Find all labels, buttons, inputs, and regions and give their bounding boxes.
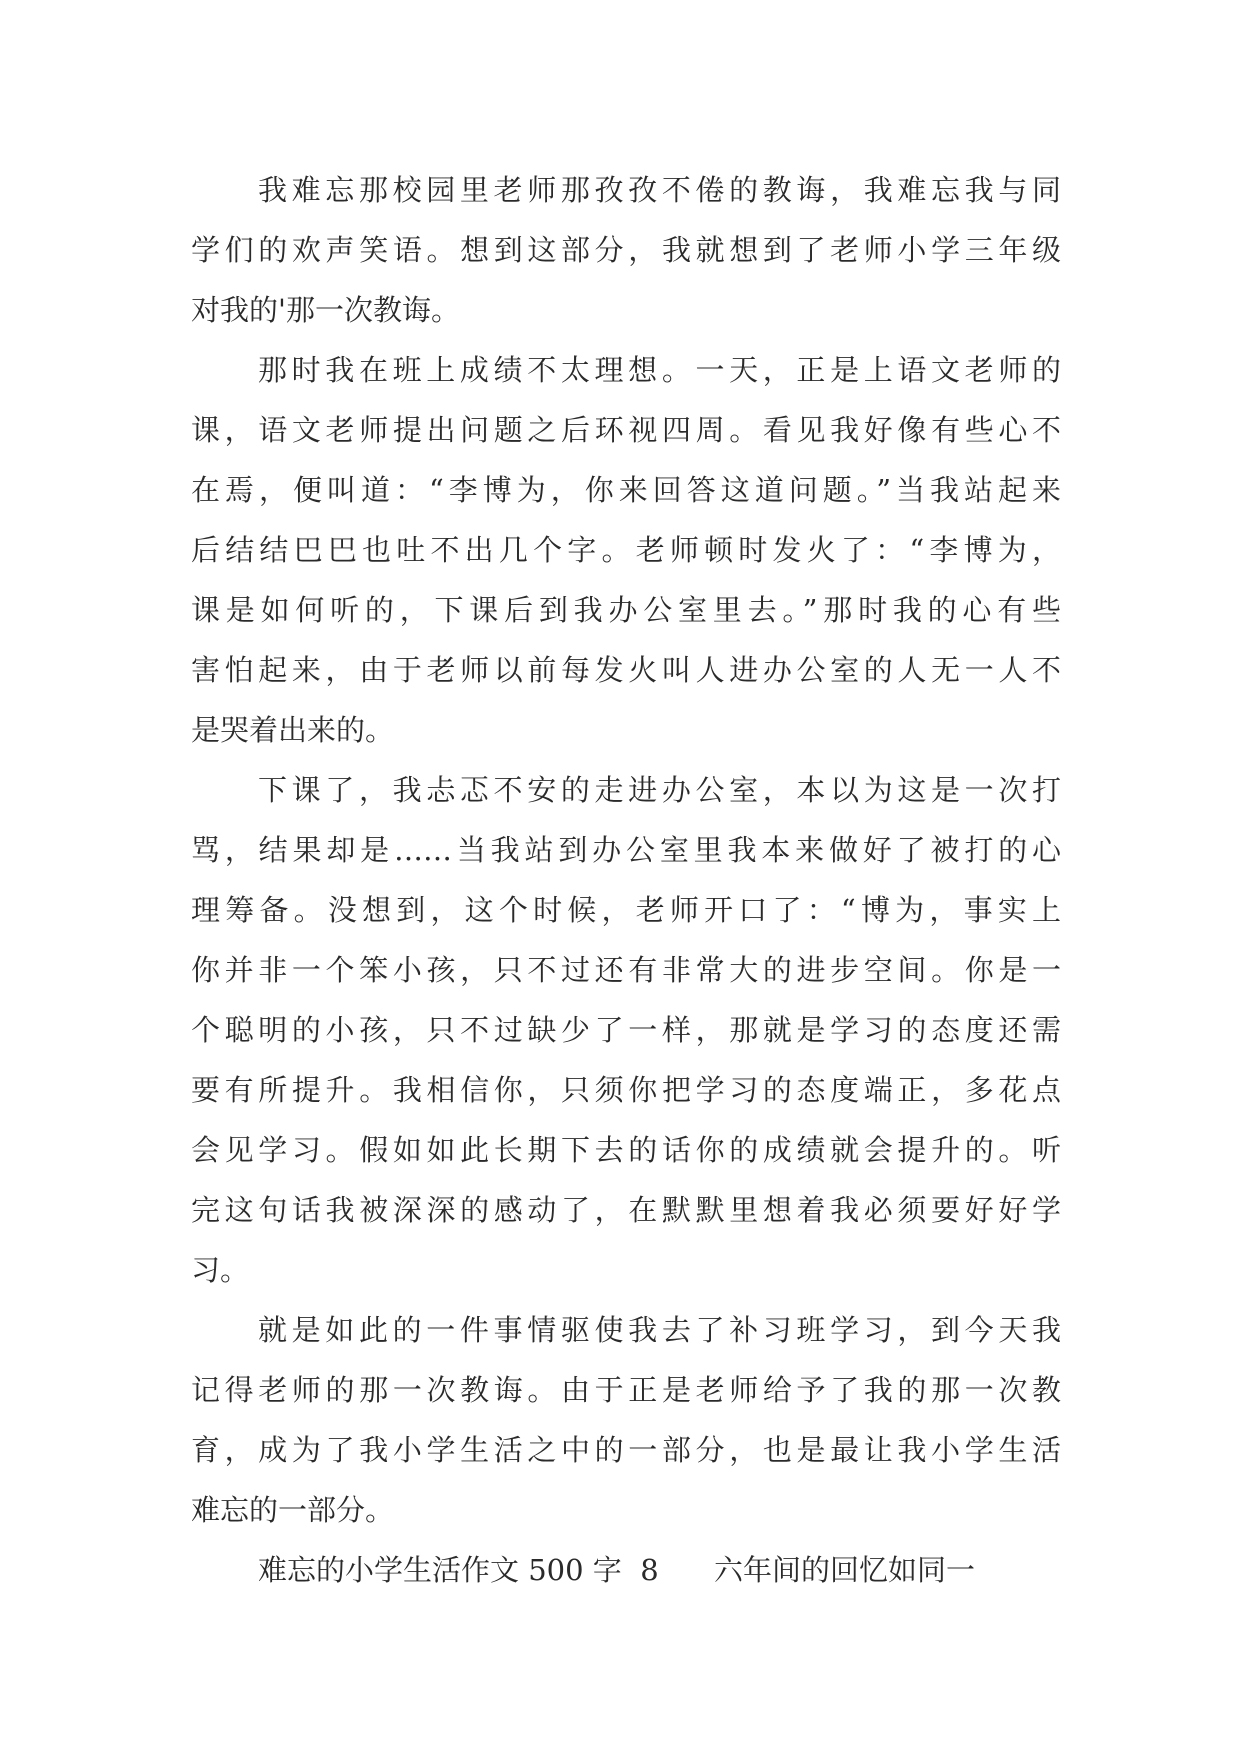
text-line: 那时我在班上成绩不太理想。一天，正是上语文老师的: [258, 353, 1061, 387]
text-line: 要有所提升。我相信你，只须你把学习的态度端正，多花点: [191, 1073, 1061, 1107]
text-line: 下课了，我忐忑不安的走进办公室，本以为这是一次打: [258, 773, 1061, 807]
text-line: 害怕起来，由于老师以前每发火叫人进办公室的人无一人不: [191, 653, 1061, 687]
text-line: 对我的'那一次教诲。: [191, 293, 460, 327]
text-line: 育，成为了我小学生活之中的一部分，也是最让我小学生活: [191, 1433, 1061, 1467]
text-line: 在焉，便叫道：“李博为，你来回答这道问题。”当我站起来: [191, 473, 1061, 507]
text-line: 会见学习。假如如此长期下去的话你的成绩就会提升的。听: [191, 1133, 1061, 1167]
essay-body: [191, 160, 1061, 1600]
text-line: 难忘的一部分。: [191, 1493, 395, 1527]
text-line: 是哭着出来的。: [191, 713, 395, 747]
text-line: 学们的欢声笑语。想到这部分，我就想到了老师小学三年级: [191, 233, 1061, 267]
text-line: 记得老师的那一次教诲。由于正是老师给予了我的那一次教: [191, 1373, 1061, 1407]
text-line: 课是如何听的，下课后到我办公室里去。”那时我的心有些: [191, 593, 1061, 627]
text-line: 后结结巴巴也吐不出几个字。老师顿时发火了：“李博为，: [191, 533, 1061, 567]
text-line: 难忘的小学生活作文 500 字 8 六年间的回忆如同一: [258, 1553, 975, 1587]
text-line: 课，语文老师提出问题之后环视四周。看见我好像有些心不: [191, 413, 1061, 447]
paragraph: [191, 340, 1061, 760]
text-line: 完这句话我被深深的感动了，在默默里想着我必须要好好学: [191, 1193, 1061, 1227]
text-line: 你并非一个笨小孩，只不过还有非常大的进步空间。你是一: [191, 953, 1061, 987]
text-line: 理筹备。没想到，这个时候，老师开口了：“博为，事实上: [191, 893, 1061, 927]
paragraph: [191, 160, 1061, 340]
text-line: 就是如此的一件事情驱使我去了补习班学习，到今天我: [258, 1313, 1061, 1347]
paragraph: [191, 760, 1061, 1300]
paragraph: [191, 1300, 1061, 1540]
paragraph: [191, 1540, 1061, 1600]
text-line: 习。: [191, 1253, 250, 1287]
text-line: 我难忘那校园里老师那孜孜不倦的教诲，我难忘我与同: [258, 173, 1061, 207]
text-line: 骂，结果却是……当我站到办公室里我本来做好了被打的心: [191, 833, 1061, 867]
text-line: 个聪明的小孩，只不过缺少了一样，那就是学习的态度还需: [191, 1013, 1061, 1047]
